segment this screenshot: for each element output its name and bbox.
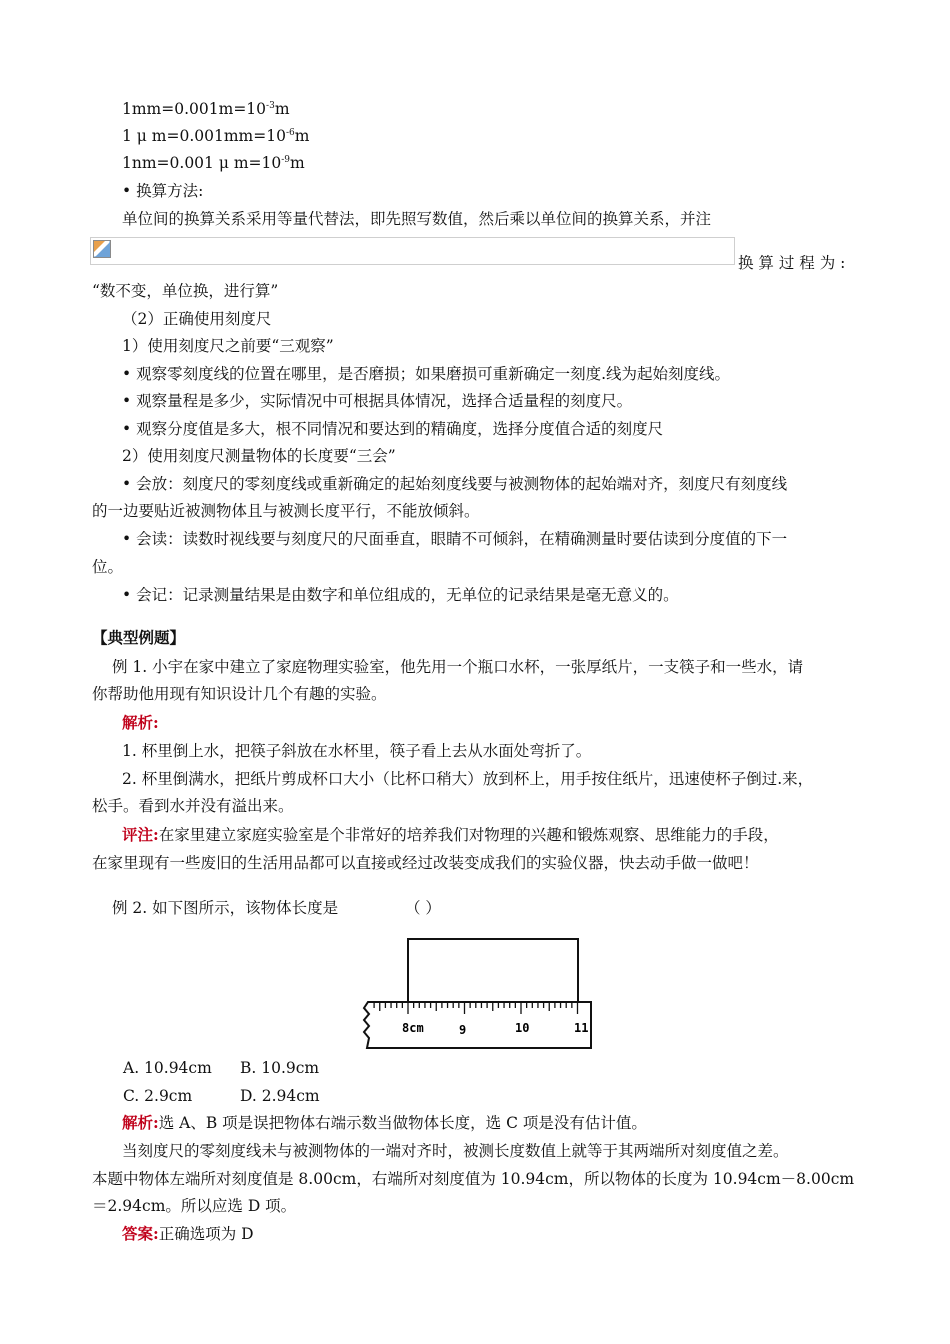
during-use-heading: 2）使用刻度尺测量物体的长度要“三会”	[122, 447, 396, 465]
examples-heading: 【典型例题】	[92, 628, 186, 647]
record-line: • 会记：记录测量结果是由数字和单位组成的，无单位的记录结果是毫无意义的。	[122, 586, 679, 604]
example2-explanation-3: ＝2.94cm。所以应选 D 项。	[92, 1197, 297, 1215]
before-item-range: • 观察量程是多少，实际情况中可根据具体情况，选择合适量程的刻度尺。	[122, 392, 633, 410]
example1-answer-2-line-2: 松手。看到水并没有溢出来。	[92, 797, 294, 815]
example1-answer-2-line-1: 2. 杯里倒满水，把纸片剪成杯口大小（比杯口稍大）放到杯上，用手按住纸片，迅速使杯子倒过.来，	[122, 770, 814, 788]
option-d: D. 2.94cm	[240, 1087, 320, 1105]
comment-text: 在家里建立家庭实验室是个非常好的培养我们对物理的兴趣和锻炼观察、思维能力的手段，	[158, 826, 779, 844]
example2-answer-line	[122, 1223, 892, 1245]
read-line-2: 位。	[92, 558, 124, 576]
unit-mm: $1mm=0.001m=10^{-3}m$	[122, 100, 290, 118]
example2-analysis-line	[122, 1112, 892, 1134]
ruler-label-8cm: 8cm	[402, 1021, 424, 1035]
example2-analysis-label: 解析:	[122, 1113, 159, 1132]
example1-comment-line-1	[122, 824, 892, 846]
unit-um: 1 μ $m=0.001mm=10^{-6}m$	[122, 127, 310, 145]
example2-answer-blank: （ ）	[405, 899, 441, 917]
conversion-heading: • 换算方法:	[122, 182, 204, 200]
before-item-zero: • 观察零刻度线的位置在哪里，是否磨损；如果磨损可重新确定一刻度.线为起始刻度线。	[122, 365, 730, 383]
option-c: C. 2.9cm	[123, 1087, 193, 1105]
example2-explanation-1: 当刻度尺的零刻度线未与被测物体的一端对齐时，被测长度数值上就等于其两端所对刻度值之差。	[122, 1142, 789, 1160]
example1-line-1: 例 1. 小宇在家中建立了家庭物理实验室，他先用一个瓶口水杯，一张厚纸片，一支筷子和一些水，请	[112, 658, 804, 676]
example1-line-2: 你帮助他用现有知识设计几个有趣的实验。	[92, 685, 387, 703]
ruler-label-11: 11	[574, 1021, 589, 1035]
option-b: B. 10.9cm	[240, 1059, 320, 1077]
read-line-1: • 会读：读数时视线要与刻度尺的尺面垂直，眼睛不可倾斜，在精确测量时要估读到分度值的下一	[122, 530, 788, 548]
example2-explanation-2: 本题中物体左端所对刻度值是 8.00cm，右端所对刻度值为 10.94cm，所以物体的长度为 10.94cm－8.00cm	[92, 1170, 855, 1188]
example1-comment-line-2: 在家里现有一些废旧的生活用品都可以直接或经过改装变成我们的实验仪器，快去动手做一做吧！	[92, 854, 759, 872]
option-a: A. 10.94cm	[123, 1059, 212, 1077]
conversion-motto: “数不变，单位换，进行算”	[92, 282, 279, 300]
conversion-text: 单位间的换算关系采用等量代替法，即先照写数值，然后乘以单位间的换算关系，并注	[122, 210, 712, 228]
place-line-2: 的一边要贴近被测物体且与被测长度平行，不能放倾斜。	[92, 502, 480, 520]
ruler-body	[364, 1002, 591, 1048]
ruler-diagram	[355, 930, 595, 1055]
example2-analysis-text: 选 A、B 项是误把物体右端示数当做物体长度，选 C 项是没有估计值。	[158, 1114, 647, 1132]
broken-image-icon	[93, 240, 111, 258]
example2-question: 例 2. 如下图所示，该物体长度是	[112, 899, 339, 917]
before-use-heading: 1）使用刻度尺之前要“三观察”	[122, 337, 334, 355]
answer-label: 答案:	[122, 1224, 159, 1243]
before-item-division: • 观察分度值是多大，根不同情况和要达到的精确度，选择分度值合适的刻度尺	[122, 420, 664, 438]
measured-object	[408, 939, 578, 1002]
example1-analysis-label: 解析:	[122, 713, 159, 732]
example1-answer-1: 1. 杯里倒上水，把筷子斜放在水杯里，筷子看上去从水面处弯折了。	[122, 742, 592, 760]
ruler-label-9: 9	[459, 1023, 467, 1037]
broken-image-placeholder	[90, 237, 735, 265]
ruler-figure	[355, 930, 595, 1055]
unit-nm: 1nm=0.001 μ $m=10^{-9}m$	[122, 154, 305, 172]
ruler-label-10: 10	[515, 1021, 530, 1035]
ruler-use-heading: （2）正确使用刻度尺	[122, 310, 272, 328]
answer-text: 正确选项为 D	[158, 1225, 254, 1243]
place-line-1: • 会放：刻度尺的零刻度线或重新确定的起始刻度线要与被测物体的起始端对齐，刻度尺有刻度线	[122, 475, 788, 493]
conversion-process-label: 换 算 过 程 为 :	[738, 254, 846, 272]
comment-label: 评注:	[122, 825, 159, 844]
